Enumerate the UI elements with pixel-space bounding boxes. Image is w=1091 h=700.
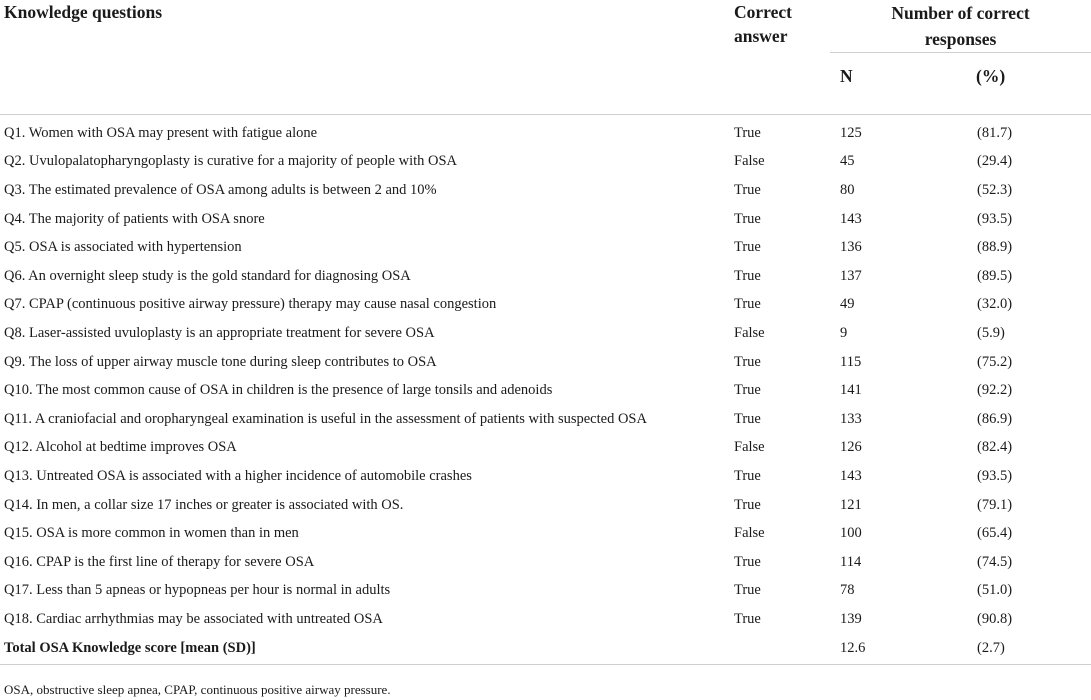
- correct-answer-cell: True: [734, 410, 761, 427]
- question-cell: Q15. OSA is more common in women than in men: [4, 525, 299, 542]
- total-row: [0, 634, 1091, 665]
- percent-cell: (29.4): [977, 153, 1013, 170]
- header-percent: (%): [940, 53, 1091, 115]
- question-cell: Q5. OSA is associated with hypertension: [4, 239, 242, 256]
- percent-cell: (52.3): [977, 181, 1013, 198]
- total-label: Total OSA Knowledge score [mean (SD)]: [4, 640, 256, 657]
- header-correct-answer: Correct answer: [734, 2, 792, 46]
- correct-answer-cell: True: [734, 210, 761, 227]
- correct-answer-cell: True: [734, 610, 761, 627]
- table-row: [0, 115, 1091, 148]
- question-cell: Q6. An overnight sleep study is the gold standard for diagnosing OSA: [4, 267, 411, 284]
- percent-cell: (92.2): [977, 382, 1013, 399]
- n-cell: 133: [840, 410, 862, 427]
- table-header: [0, 0, 1091, 115]
- table-row: [0, 577, 1091, 606]
- question-cell: Q2. Uvulopalatopharyngoplasty is curative for a majority of people with OSA: [4, 153, 458, 170]
- table-row: [0, 491, 1091, 520]
- n-cell: 125: [840, 124, 862, 141]
- n-cell: 141: [840, 382, 862, 399]
- table-row: [0, 319, 1091, 348]
- question-cell: Q16. CPAP is the first line of therapy for severe OSA: [4, 553, 315, 570]
- table-body: [0, 115, 1091, 665]
- header-n: N: [830, 53, 940, 115]
- correct-answer-cell: True: [734, 124, 761, 141]
- percent-cell: (90.8): [977, 610, 1013, 627]
- n-cell: 136: [840, 239, 862, 256]
- table-row: [0, 205, 1091, 234]
- n-cell: 143: [840, 210, 862, 227]
- correct-answer-cell: True: [734, 467, 761, 484]
- correct-answer-cell: True: [734, 582, 761, 599]
- n-cell: 78: [840, 582, 855, 599]
- percent-cell: (81.7): [977, 124, 1013, 141]
- question-cell: Q7. CPAP (continuous positive airway pressure) therapy may cause nasal congestion: [4, 296, 497, 313]
- percent-cell: (88.9): [977, 239, 1013, 256]
- correct-answer-cell: False: [734, 525, 765, 542]
- question-cell: Q12. Alcohol at bedtime improves OSA: [4, 439, 237, 456]
- n-cell: 126: [840, 439, 862, 456]
- percent-cell: (65.4): [977, 525, 1013, 542]
- correct-answer-cell: True: [734, 382, 761, 399]
- percent-cell: (82.4): [977, 439, 1013, 456]
- n-cell: 100: [840, 525, 862, 542]
- percent-cell: (75.2): [977, 353, 1013, 370]
- n-cell: 137: [840, 267, 862, 284]
- n-cell: 139: [840, 610, 862, 627]
- correct-answer-cell: False: [734, 324, 765, 341]
- table-row: [0, 548, 1091, 577]
- question-cell: Q8. Laser-assisted uvuloplasty is an appropriate treatment for severe OSA: [4, 324, 435, 341]
- percent-cell: (79.1): [977, 496, 1013, 513]
- correct-answer-cell: True: [734, 553, 761, 570]
- table-row: [0, 376, 1091, 405]
- percent-cell: (86.9): [977, 410, 1013, 427]
- question-cell: Q17. Less than 5 apneas or hypopneas per hour is normal in adults: [4, 582, 391, 599]
- correct-answer-cell: True: [734, 296, 761, 313]
- total-empty-cell: [730, 634, 830, 665]
- question-cell: Q3. The estimated prevalence of OSA among adults is between 2 and 10%: [4, 181, 437, 198]
- table-row: [0, 434, 1091, 463]
- correct-answer-cell: True: [734, 239, 761, 256]
- header-knowledge-questions: Knowledge questions: [4, 2, 163, 22]
- question-cell: Q18. Cardiac arrhythmias may be associated with untreated OSA: [4, 610, 383, 627]
- total-mean: 12.6: [840, 640, 866, 657]
- question-cell: Q1. Women with OSA may present with fatigue alone: [4, 124, 318, 141]
- percent-cell: (32.0): [977, 296, 1013, 313]
- table-row: [0, 291, 1091, 320]
- n-cell: 115: [840, 353, 862, 370]
- n-cell: 45: [840, 153, 855, 170]
- table-row: [0, 519, 1091, 548]
- correct-answer-cell: False: [734, 153, 765, 170]
- header-number-correct-responses: Number of correct responses: [891, 3, 1030, 49]
- table-row: [0, 262, 1091, 291]
- n-cell: 49: [840, 296, 855, 313]
- n-cell: 80: [840, 181, 855, 198]
- total-sd: (2.7): [977, 640, 1005, 657]
- percent-cell: (51.0): [977, 582, 1013, 599]
- table-row: [0, 348, 1091, 377]
- percent-cell: (89.5): [977, 267, 1013, 284]
- question-cell: Q13. Untreated OSA is associated with a higher incidence of automobile crashes: [4, 467, 472, 484]
- correct-answer-cell: True: [734, 353, 761, 370]
- correct-answer-cell: False: [734, 439, 765, 456]
- percent-cell: (74.5): [977, 553, 1013, 570]
- question-cell: Q4. The majority of patients with OSA snore: [4, 210, 265, 227]
- table-row: [0, 233, 1091, 262]
- percent-cell: (93.5): [977, 210, 1013, 227]
- question-cell: Q9. The loss of upper airway muscle tone during sleep contributes to OSA: [4, 353, 437, 370]
- percent-cell: (93.5): [977, 467, 1013, 484]
- n-cell: 9: [840, 324, 848, 341]
- n-cell: 114: [840, 553, 862, 570]
- question-cell: Q14. In men, a collar size 17 inches or greater is associated with OS.: [4, 496, 404, 513]
- correct-answer-cell: True: [734, 181, 761, 198]
- table-row: [0, 462, 1091, 491]
- n-cell: 143: [840, 467, 862, 484]
- table-row: [0, 605, 1091, 634]
- table-row: [0, 405, 1091, 434]
- percent-cell: (5.9): [977, 324, 1005, 341]
- n-cell: 121: [840, 496, 862, 513]
- correct-answer-cell: True: [734, 496, 761, 513]
- question-cell: Q10. The most common cause of OSA in children is the presence of large tonsils and adenoids: [4, 382, 553, 399]
- table-row: [0, 148, 1091, 177]
- table-footnote: OSA, obstructive sleep apnea, CPAP, continuous positive airway pressure.: [4, 682, 391, 697]
- correct-answer-cell: True: [734, 267, 761, 284]
- table-row: [0, 176, 1091, 205]
- question-cell: Q11. A craniofacial and oropharyngeal examination is useful in the assessment of patients with suspected OSA: [4, 410, 647, 427]
